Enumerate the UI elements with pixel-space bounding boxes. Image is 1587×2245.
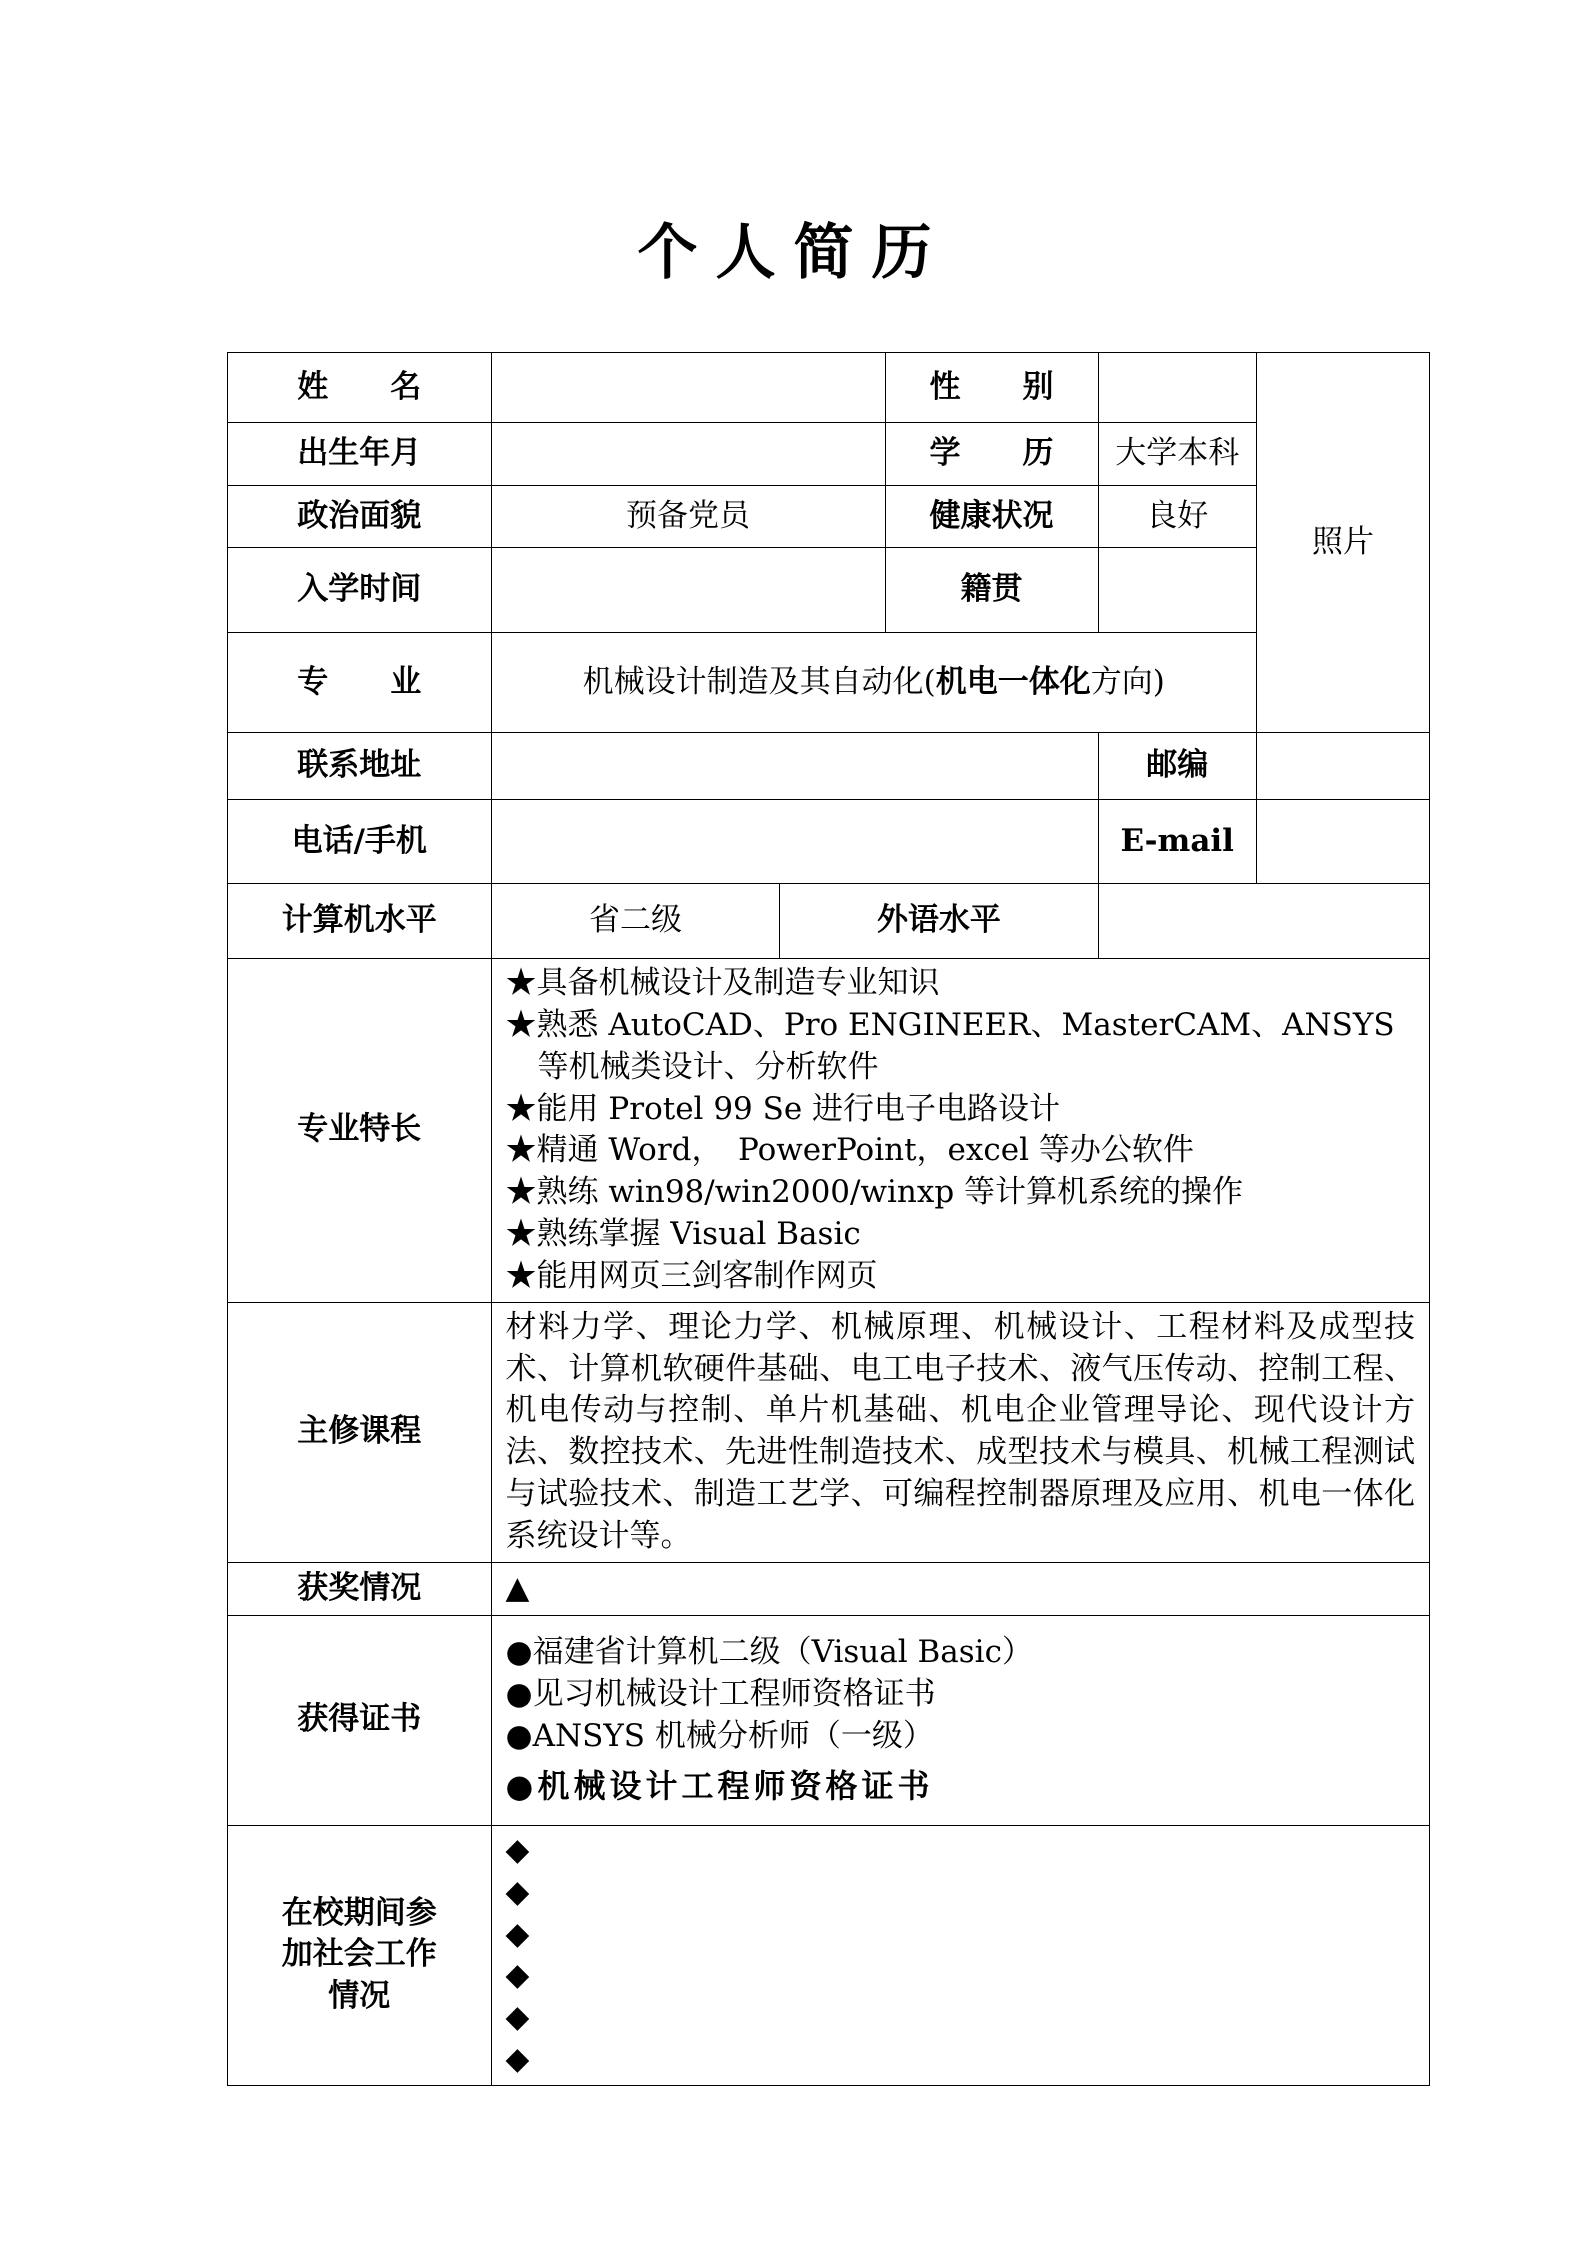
name-value xyxy=(491,353,885,423)
list-item: ★能用网页三剑客制作网页 xyxy=(505,1257,878,1294)
language-value xyxy=(1098,884,1429,959)
birth-label: 出生年月 xyxy=(228,423,492,486)
education-value: 大学本科 xyxy=(1098,423,1256,486)
page-title: 个人简历 xyxy=(637,218,950,288)
health-value: 良好 xyxy=(1098,486,1256,548)
computer-value: 省二级 xyxy=(491,884,780,959)
native-value xyxy=(1098,548,1256,633)
list-item: ★熟练 win98/win2000/winxp 等计算机系统的操作 xyxy=(505,1174,1244,1211)
list-item-highlight: ●机械设计工程师资格证书 xyxy=(505,1767,934,1806)
list-item: ★熟悉 AutoCAD、Pro ENGINEER、MasterCAM、ANSYS 等机械类设计、分析软件 xyxy=(505,1006,1395,1085)
list-item: ★熟练掌握 Visual Basic xyxy=(505,1216,861,1253)
list-item: ◆ xyxy=(505,2041,530,2078)
postcode-value xyxy=(1256,733,1429,800)
gender-value xyxy=(1098,353,1256,423)
major-emphasis: 机电一体化 xyxy=(935,663,1091,700)
major-suffix: 方向) xyxy=(1090,663,1165,700)
phone-label: 电话/手机 xyxy=(228,800,492,884)
list-item: ◆ xyxy=(505,1831,530,1868)
name-label: 姓 名 xyxy=(228,353,492,423)
list-item: ◆ xyxy=(505,1873,530,1910)
list-item: ●见习机械设计工程师资格证书 xyxy=(505,1675,936,1712)
certificates-list xyxy=(491,1615,1429,1825)
photo-placeholder: 照片 xyxy=(1256,353,1429,733)
phone-value xyxy=(491,800,1098,884)
postcode-label: 邮编 xyxy=(1098,733,1256,800)
list-item: ★精通 Word， PowerPoint，excel 等办公软件 xyxy=(505,1132,1194,1169)
social-list xyxy=(491,1825,1429,2085)
birth-value xyxy=(491,423,885,486)
political-label: 政治面貌 xyxy=(228,486,492,548)
list-item: ◆ xyxy=(505,1915,530,1952)
courses-text: 材料力学、理论力学、机械原理、机械设计、工程材料及成型技术、计算机软硬件基础、电工电子技术、液气压传动、控制工程、机电传动与控制、单片机基础、机电企业管理导论、现代设计方法、数控技术、先进性制造技术、成型技术与模具、机械工程测试与试验技术、制造工艺学、可编程控制器原理及应用、机电一体化系统设计等。 xyxy=(491,1302,1429,1562)
enroll-label: 入学时间 xyxy=(228,548,492,633)
list-item: ◆ xyxy=(505,1957,530,1994)
address-value xyxy=(491,733,1098,800)
social-label-line: 在校期间参 xyxy=(281,1894,437,1931)
social-label-line: 情况 xyxy=(328,1978,391,2015)
health-label: 健康状况 xyxy=(885,486,1098,548)
skills-label: 专业特长 xyxy=(228,959,492,1303)
list-item: ★具备机械设计及制造专业知识 xyxy=(505,965,940,1001)
computer-label: 计算机水平 xyxy=(228,884,492,959)
list-item: ◆ xyxy=(505,1999,530,2036)
list-item: ●福建省计算机二级（Visual Basic） xyxy=(505,1633,1033,1670)
address-label: 联系地址 xyxy=(228,733,492,800)
courses-label: 主修课程 xyxy=(228,1302,492,1562)
awards-value: ▲ xyxy=(491,1562,1429,1615)
social-label xyxy=(228,1825,492,2085)
major-prefix: 机械设计制造及其自动化( xyxy=(582,663,936,700)
awards-label: 获奖情况 xyxy=(228,1562,492,1615)
social-label-line: 加社会工作 xyxy=(281,1936,437,1973)
email-label: E-mail xyxy=(1098,800,1256,884)
major-value xyxy=(491,633,1256,733)
email-value xyxy=(1256,800,1429,884)
list-item: ●ANSYS 机械分析师（一级） xyxy=(505,1717,934,1754)
certificates-label: 获得证书 xyxy=(228,1615,492,1825)
language-label: 外语水平 xyxy=(780,884,1098,959)
major-label: 专 业 xyxy=(228,633,492,733)
list-item: ★能用 Protel 99 Se 进行电子电路设计 xyxy=(505,1090,1061,1127)
education-label: 学 历 xyxy=(885,423,1098,486)
political-value: 预备党员 xyxy=(491,486,885,548)
resume-table xyxy=(227,352,1430,2086)
gender-label: 性 别 xyxy=(885,353,1098,423)
skills-list xyxy=(491,959,1429,1303)
enroll-value xyxy=(491,548,885,633)
native-label: 籍贯 xyxy=(885,548,1098,633)
